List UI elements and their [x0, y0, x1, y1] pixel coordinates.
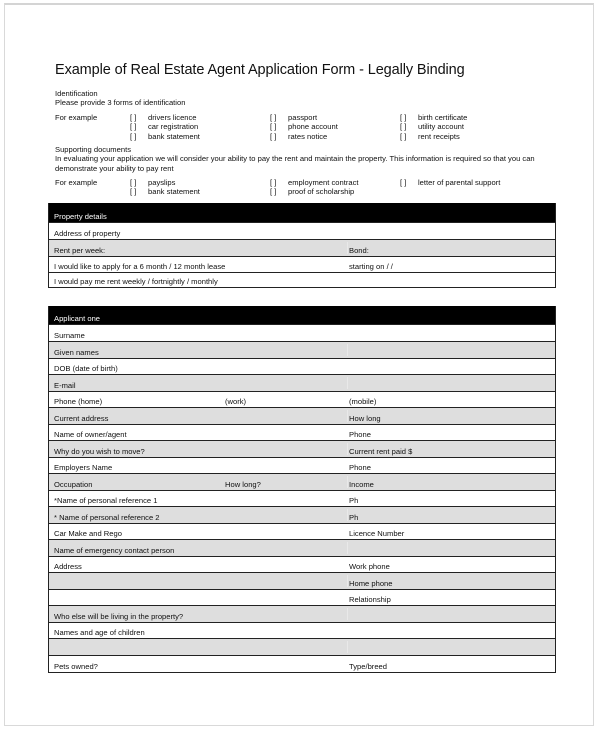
form-field-label: Occupation	[54, 479, 93, 489]
checklist-item-label: drivers licence	[148, 113, 197, 122]
property-details-header	[49, 203, 555, 222]
checkbox-brackets[interactable]: [ ]	[130, 131, 137, 141]
form-field-label: Pets owned?	[54, 661, 98, 671]
form-field-label: Phone	[349, 430, 371, 439]
checklist-item-label: phone account	[288, 122, 338, 132]
form-field-label: Surname	[54, 331, 85, 340]
form-field-label: I would pay me rent weekly / fortnightly / monthly	[54, 277, 218, 286]
form-field-label: Address of property	[54, 229, 121, 238]
identification-for-example: For example	[55, 113, 98, 122]
form-row[interactable]	[49, 341, 555, 358]
checklist-item-label: birth certificate	[418, 113, 468, 122]
form-row[interactable]	[49, 256, 555, 272]
form-row[interactable]	[49, 523, 555, 540]
form-row[interactable]	[49, 605, 555, 622]
supporting-for-example: For example	[55, 178, 98, 187]
checkbox-brackets[interactable]: [ ]	[270, 178, 277, 187]
form-row[interactable]	[49, 622, 555, 639]
property-details-table	[48, 203, 556, 288]
form-field-label: *Name of personal reference 1	[54, 496, 158, 505]
form-row[interactable]	[49, 539, 555, 556]
form-field-label: Names and age of children	[54, 628, 145, 637]
checklist-item-label: proof of scholarship	[288, 187, 355, 197]
checkbox-brackets[interactable]: [ ]	[270, 187, 277, 197]
supporting-text: In evaluating your application we will consider your ability to pay the rent and maintain the property. This information is required so that you can demonstrate your ability to pay rent	[55, 154, 535, 173]
checkbox-brackets[interactable]: [ ]	[270, 122, 277, 132]
checklist-item-label: bank statement	[148, 187, 200, 197]
form-row[interactable]	[49, 638, 555, 655]
checkbox-brackets[interactable]: [ ]	[400, 178, 407, 187]
form-row[interactable]	[49, 556, 555, 573]
form-field-label: Given names	[54, 347, 99, 357]
form-field-label: starting on / /	[349, 262, 393, 271]
checklist-item-label: rent receipts	[418, 131, 460, 141]
checklist-item-label: payslips	[148, 178, 176, 187]
form-field-label: Licence Number	[349, 529, 405, 538]
form-row[interactable]	[49, 572, 555, 589]
form-field-label: Ph	[349, 512, 359, 522]
form-field-label: DOB (date of birth)	[54, 364, 118, 373]
form-field-label: Address	[54, 562, 82, 571]
checklist-item[interactable]	[270, 132, 327, 141]
applicant-one-header	[49, 306, 555, 324]
form-field-label: Type/breed	[349, 661, 387, 671]
form-row[interactable]	[49, 358, 555, 375]
form-row[interactable]	[49, 222, 555, 239]
form-field-label: Bond:	[349, 246, 369, 255]
form-row[interactable]	[49, 655, 555, 672]
checklist-item[interactable]	[270, 178, 358, 187]
checkbox-brackets[interactable]: [ ]	[400, 113, 407, 122]
identification-heading: Identification	[55, 89, 98, 98]
form-field-label: Current address	[54, 413, 109, 423]
form-field-label: Work phone	[349, 562, 390, 571]
checklist-item-label: bank statement	[148, 131, 200, 141]
form-field-label: Rent per week:	[54, 246, 106, 255]
form-field-label: Phone (home)	[54, 397, 103, 406]
form-row[interactable]	[49, 374, 555, 391]
form-row[interactable]	[49, 407, 555, 424]
form-field-label: Who else will be living in the property?	[54, 611, 184, 621]
checkbox-brackets[interactable]: [ ]	[130, 187, 137, 197]
form-row[interactable]	[49, 239, 555, 256]
form-field-label: How long?	[225, 479, 261, 489]
checklist-item[interactable]	[130, 178, 175, 187]
checklist-item[interactable]	[400, 178, 500, 187]
supporting-heading: Supporting documents	[55, 145, 131, 154]
checklist-item-label: car registration	[148, 122, 199, 132]
form-row[interactable]	[49, 424, 555, 441]
checkbox-brackets[interactable]: [ ]	[130, 122, 137, 132]
form-row[interactable]	[49, 473, 555, 490]
checkbox-brackets[interactable]: [ ]	[400, 122, 407, 132]
form-field-label: Ph	[349, 496, 359, 505]
checklist-item[interactable]	[130, 187, 200, 196]
checklist-item[interactable]	[130, 132, 200, 141]
checkbox-brackets[interactable]: [ ]	[130, 178, 137, 187]
form-row[interactable]	[49, 440, 555, 457]
form-field-label: Current rent paid $	[349, 446, 413, 456]
page-title: Example of Real Estate Agent Application Form - Legally Binding	[55, 62, 465, 78]
checklist-item[interactable]	[400, 113, 467, 122]
form-field-label: Car Make and Rego	[54, 529, 122, 538]
form-row[interactable]	[49, 589, 555, 606]
checklist-item[interactable]	[130, 122, 198, 131]
form-field-label: I would like to apply for a 6 month / 12 month lease	[54, 262, 226, 271]
form-field-label: Name of emergency contact person	[54, 545, 175, 555]
checkbox-brackets[interactable]: [ ]	[400, 131, 407, 141]
identification-instruction: Please provide 3 forms of identification	[55, 98, 186, 107]
form-field-label: Phone	[349, 463, 371, 472]
checklist-item-label: passport	[288, 113, 318, 122]
form-row[interactable]	[49, 457, 555, 474]
form-field-label: How long	[349, 413, 381, 423]
checklist-item[interactable]	[400, 132, 460, 141]
form-field-label: Why do you wish to move?	[54, 446, 145, 456]
form-field-label: Income	[349, 479, 374, 489]
property-details-header-label: Property details	[54, 212, 107, 221]
checklist-item-label: letter of parental support	[418, 178, 501, 187]
checkbox-brackets[interactable]: [ ]	[130, 113, 137, 122]
checkbox-brackets[interactable]: [ ]	[270, 113, 277, 122]
form-field-label: (work)	[225, 397, 247, 406]
form-row[interactable]	[49, 490, 555, 507]
checklist-item-label: employment contract	[288, 178, 359, 187]
checklist-item[interactable]	[270, 187, 354, 196]
form-field-label: Name of owner/agent	[54, 430, 127, 439]
checkbox-brackets[interactable]: [ ]	[270, 131, 277, 141]
form-row[interactable]	[49, 506, 555, 523]
checklist-item[interactable]	[270, 122, 338, 131]
applicant-one-header-label: Applicant one	[54, 314, 101, 323]
checklist-item-label: utility account	[418, 122, 465, 132]
checklist-item[interactable]	[270, 113, 317, 122]
form-field-label: * Name of personal reference 2	[54, 512, 160, 522]
form-row[interactable]	[49, 272, 555, 287]
checklist-item[interactable]	[130, 113, 197, 122]
form-field-label: E-mail	[54, 380, 76, 390]
form-field-label: Relationship	[349, 595, 391, 604]
checklist-item[interactable]	[400, 122, 464, 131]
form-row[interactable]	[49, 324, 555, 341]
checklist-item-label: rates notice	[288, 131, 328, 141]
form-field-label: Employers Name	[54, 463, 113, 472]
form-field-label: Home phone	[349, 578, 393, 588]
form-field-label: (mobile)	[349, 397, 377, 406]
applicant-one-table	[48, 306, 556, 673]
form-row[interactable]	[49, 391, 555, 408]
